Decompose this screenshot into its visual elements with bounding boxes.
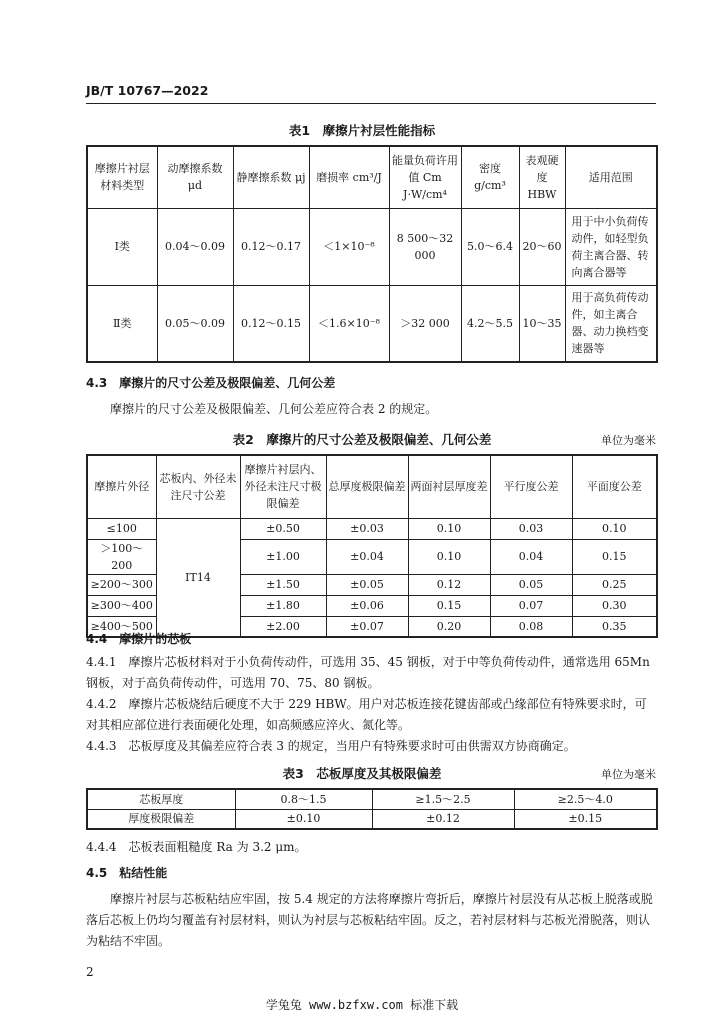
t2-h5: 平行度公差 <box>490 455 572 518</box>
table1 <box>86 145 658 363</box>
table2-header-row <box>87 455 657 518</box>
t1-h6: 表观硬度 HBW <box>519 146 565 208</box>
t2-h3: 总厚度极限偏差 <box>326 455 408 518</box>
t1-r0-c3: ＜1×10⁻⁸ <box>309 208 389 285</box>
t2-r3-c5: 0.30 <box>572 595 657 616</box>
table3-caption: 表3 芯板厚度及其极限偏差 <box>282 766 442 781</box>
t2-r3-c1: ±1.80 <box>240 595 326 616</box>
table-row <box>87 518 657 539</box>
t2-r0-c1: ±0.50 <box>240 518 326 539</box>
table3-unit: 单位为毫米 <box>601 768 656 781</box>
t1-r1-c1: 0.05～0.09 <box>157 285 233 362</box>
para-4-4-1: 4.4.1 摩擦片芯板材料对于小负荷传动件，可选用 35、45 钢板，对于中等负荷传动件，通常选用 65Mn 钢板，对于高负荷传动件，可选用 70、75、80 钢板。 <box>86 655 650 690</box>
table1-header-row <box>87 146 657 208</box>
standard-number: JB/T 10767—2022 <box>86 83 209 98</box>
t1-r1-c4: ＞32 000 <box>389 285 461 362</box>
t2-r0-c2: ±0.03 <box>326 518 408 539</box>
t3-r1-c2: ±0.12 <box>372 809 514 829</box>
t2-r2-c3: 0.12 <box>408 574 490 595</box>
t1-r0-c6: 20～60 <box>519 208 565 285</box>
t1-r1-c6: 10～35 <box>519 285 565 362</box>
t2-r4-c1: ±2.00 <box>240 616 326 637</box>
t1-r0-c4: 8 500～32 000 <box>389 208 461 285</box>
t1-h1: 动摩擦系数 μd <box>157 146 233 208</box>
t1-h2: 静摩擦系数 μj <box>233 146 309 208</box>
t3-r1-c3: ±0.15 <box>514 809 657 829</box>
t1-h4: 能量负荷许用值 Cm J·W/cm⁴ <box>389 146 461 208</box>
table2-unit: 单位为毫米 <box>601 434 656 447</box>
t2-h6: 平面度公差 <box>572 455 657 518</box>
t2-r0-c5: 0.10 <box>572 518 657 539</box>
t1-r1-c2: 0.12～0.15 <box>233 285 309 362</box>
para-4-4-2: 4.4.2 摩擦片芯板烧结后硬度不大于 229 HBW。用户对芯板连接花键齿部或凸缘部位有特殊要求时，可对其相应部位进行表面硬化处理，如高频感应淬火、氮化等。 <box>86 697 647 732</box>
t2-h0: 摩擦片外径 <box>87 455 156 518</box>
t1-h0: 摩擦片衬层材料类型 <box>87 146 157 208</box>
t2-r4-c5: 0.35 <box>572 616 657 637</box>
table-row <box>87 285 657 362</box>
table3 <box>86 788 658 830</box>
para-4-4-4: 4.4.4 芯板表面粗糙度 Ra 为 3.2 μm。 <box>86 840 307 854</box>
table2 <box>86 454 658 638</box>
section-4-3-text: 摩擦片的尺寸公差及极限偏差、几何公差应符合表 2 的规定。 <box>110 402 438 416</box>
t2-r0-c4: 0.03 <box>490 518 572 539</box>
t3-r0-c2: ≥1.5～2.5 <box>372 789 514 809</box>
t2-r3-c4: 0.07 <box>490 595 572 616</box>
t2-r4-c3: 0.20 <box>408 616 490 637</box>
table-row <box>87 208 657 285</box>
t2-r2-c2: ±0.05 <box>326 574 408 595</box>
t1-r1-c5: 4.2～5.5 <box>461 285 519 362</box>
section-4-4-heading: 4.4 摩擦片的芯板 <box>86 632 192 646</box>
t1-r1-c0: Ⅱ类 <box>87 285 157 362</box>
t2-r0-c0: ≤100 <box>87 518 156 539</box>
t1-r0-c1: 0.04～0.09 <box>157 208 233 285</box>
t2-r0-c3: 0.10 <box>408 518 490 539</box>
t2-r1-c2: ±0.04 <box>326 539 408 574</box>
t3-r0-c0: 芯板厚度 <box>87 789 235 809</box>
page-number: 2 <box>86 965 94 979</box>
t2-r3-c0: ≥300～400 <box>87 595 156 616</box>
t1-h3: 磨损率 cm³/J <box>309 146 389 208</box>
t3-r1-c0: 厚度极限偏差 <box>87 809 235 829</box>
table1-caption: 表1 摩擦片衬层性能指标 <box>288 123 436 138</box>
section-4-3-heading: 4.3 摩擦片的尺寸公差及极限偏差、几何公差 <box>86 376 336 390</box>
t1-h5: 密度 g/cm³ <box>461 146 519 208</box>
t1-r1-c3: ＜1.6×10⁻⁸ <box>309 285 389 362</box>
table-row <box>87 809 657 829</box>
table-row <box>87 789 657 809</box>
t2-r3-c2: ±0.06 <box>326 595 408 616</box>
t1-r0-c5: 5.0～6.4 <box>461 208 519 285</box>
table2-caption: 表2 摩擦片的尺寸公差及极限偏差、几何公差 <box>232 432 492 447</box>
t1-r0-c7: 用于中小负荷传动件，如轻型负荷主离合器、转向离合器等 <box>565 208 657 285</box>
t2-r4-c2: ±0.07 <box>326 616 408 637</box>
section-4-5-text: 摩擦片衬层与芯板粘结应牢固，按 5.4 规定的方法将摩擦片弯折后，摩擦片衬层没有从芯板上脱落或脱落后芯板上仍均匀覆盖有衬层材料，则认为衬层与芯板粘结牢固。反之，若衬层材料与芯板光滑脱落，则认为粘结不牢固。 <box>86 892 653 948</box>
t2-merged-it14: IT14 <box>156 518 240 637</box>
t2-h2: 摩擦片衬层内、外径未注尺寸极限偏差 <box>240 455 326 518</box>
t2-r3-c3: 0.15 <box>408 595 490 616</box>
t2-r1-c0: ＞100～200 <box>87 539 156 574</box>
t2-r1-c4: 0.04 <box>490 539 572 574</box>
t2-r2-c4: 0.05 <box>490 574 572 595</box>
t1-r0-c0: Ⅰ类 <box>87 208 157 285</box>
t2-r1-c1: ±1.00 <box>240 539 326 574</box>
t1-r0-c2: 0.12～0.17 <box>233 208 309 285</box>
t3-r1-c1: ±0.10 <box>235 809 372 829</box>
header-rule <box>86 103 656 104</box>
para-4-4-3: 4.4.3 芯板厚度及其偏差应符合表 3 的规定，当用户有特殊要求时可由供需双方协商确定。 <box>86 739 576 753</box>
t2-h4: 两面衬层厚度差 <box>408 455 490 518</box>
t2-r1-c5: 0.15 <box>572 539 657 574</box>
t2-r1-c3: 0.10 <box>408 539 490 574</box>
t1-h7: 适用范围 <box>565 146 657 208</box>
t2-r2-c1: ±1.50 <box>240 574 326 595</box>
footer-watermark: 学兔兔 www.bzfxw.com 标准下载 <box>265 998 459 1012</box>
t2-r2-c5: 0.25 <box>572 574 657 595</box>
t2-r4-c4: 0.08 <box>490 616 572 637</box>
t3-r0-c1: 0.8～1.5 <box>235 789 372 809</box>
t2-h1: 芯板内、外径未注尺寸公差 <box>156 455 240 518</box>
t2-r2-c0: ≥200～300 <box>87 574 156 595</box>
t2-r4-c0: ≥400～500 <box>87 616 156 637</box>
section-4-5-heading: 4.5 粘结性能 <box>86 866 168 880</box>
t1-r1-c7: 用于高负荷传动件，如主离合器、动力换档变速器等 <box>565 285 657 362</box>
t3-r0-c3: ≥2.5～4.0 <box>514 789 657 809</box>
